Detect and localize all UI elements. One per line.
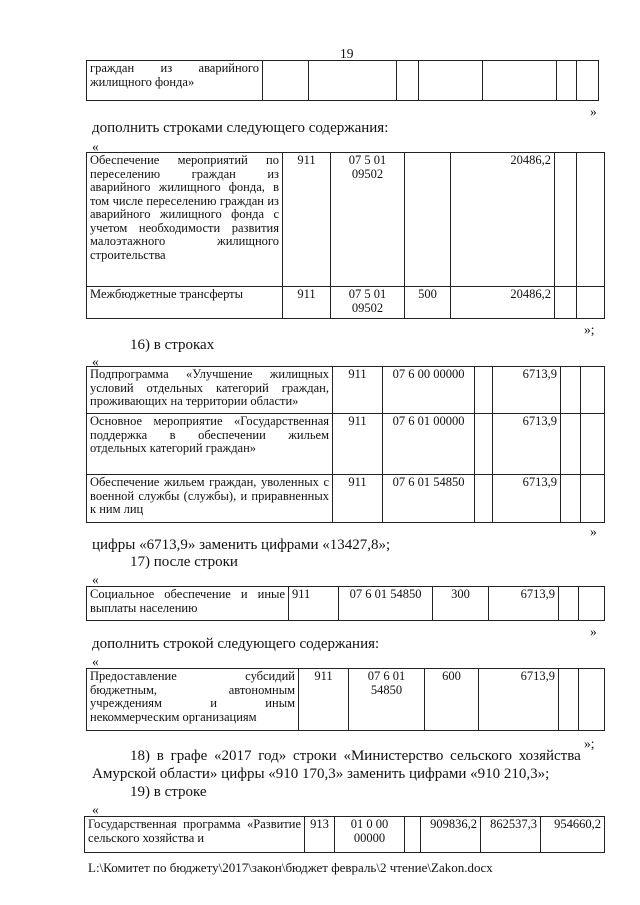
paragraph-replace: цифры «6713,9» заменить цифрами «13427,8»;	[92, 537, 391, 553]
table-row	[85, 817, 605, 853]
row-name: Предоставление субсидий бюджетным, автономным учреждениям и иным некоммерческим организациям	[87, 669, 299, 731]
row-sum-2018: 862537,3	[481, 817, 541, 853]
row-sum: 20486,2	[451, 287, 555, 319]
opening-quote: «	[92, 802, 99, 817]
row-sum: 6713,9	[493, 414, 561, 475]
row-name: Обеспечение мероприятий по переселению граждан из аварийного жилищного фонда, в том числе переселению граждан из аварийного жилищного фонда с учетом необходимости развития малоэтажного жилищного строительства	[87, 153, 283, 287]
row-name: Подпрограмма «Улучшение жилищных условий отдельных категорий граждан, проживающих на территории области»	[87, 367, 333, 414]
table-row	[87, 475, 605, 523]
row-sum: 6713,9	[489, 587, 559, 621]
closing-quote: »;	[584, 736, 595, 751]
row-name: Основное мероприятие «Государственная поддержка в обеспечении жильем отдельных категорий граждан»	[87, 414, 333, 475]
table-row	[87, 153, 605, 287]
row-code: 911	[289, 587, 339, 621]
item-19: 19) в строке	[130, 784, 207, 800]
paragraph-add-rows: дополнить строками следующего содержания:	[92, 120, 389, 136]
row-code: 913	[305, 817, 335, 853]
opening-quote: «	[92, 572, 99, 587]
closing-quote: »;	[584, 322, 595, 337]
table-added-row	[86, 668, 605, 731]
table-after-row	[86, 586, 605, 621]
row-sum: 6713,9	[479, 669, 559, 731]
row-code: 911	[333, 414, 383, 475]
row-name: Обеспечение жильем граждан, уволенных с военной службы (службы), и приравненных к ним лиц	[87, 475, 333, 523]
table-row	[87, 587, 605, 621]
row-kbk: 07 5 01 09502	[331, 287, 405, 319]
table-row-19	[84, 816, 605, 853]
row-kbk: 07 6 00 00000	[383, 367, 475, 414]
row-name: Социальное обеспечение и иные выплаты населению	[87, 587, 289, 621]
table-added-rows	[86, 152, 605, 319]
row-name: Государственная программа «Развитие сельского хозяйства и	[85, 817, 305, 853]
row-code: 911	[299, 669, 349, 731]
table-row	[87, 414, 605, 475]
row-code: 911	[333, 475, 383, 523]
page-number: 19	[340, 46, 354, 61]
row-vr: 600	[425, 669, 479, 731]
opening-quote: «	[92, 139, 99, 154]
row-sum-2017: 909836,2	[421, 817, 481, 853]
row-vr: 300	[433, 587, 489, 621]
row-sum: 6713,9	[493, 367, 561, 414]
row-sum: 20486,2	[451, 153, 555, 287]
row-code: 911	[283, 153, 331, 287]
row-kbk: 07 6 01 00000	[383, 414, 475, 475]
row-kbk: 07 6 01 54850	[383, 475, 475, 523]
row-vr	[405, 153, 451, 287]
row-kbk: 01 0 00 00000	[335, 817, 405, 853]
opening-quote: «	[92, 654, 99, 669]
paragraph-add-row: дополнить строкой следующего содержания:	[92, 636, 380, 652]
closing-quote: »	[590, 624, 597, 639]
item-16: 16) в строках	[130, 337, 215, 353]
row-kbk: 07 5 01 09502	[331, 153, 405, 287]
row-sum: 6713,9	[493, 475, 561, 523]
row-kbk: 07 6 01 54850	[349, 669, 425, 731]
table-row	[87, 287, 605, 319]
closing-quote: »	[590, 104, 597, 119]
table-continuation	[86, 60, 599, 101]
row-kbk: 07 6 01 54850	[339, 587, 433, 621]
opening-quote: «	[92, 354, 99, 369]
closing-quote: »	[590, 524, 597, 539]
row-name: Межбюджетные трансферты	[87, 287, 283, 319]
item-17: 17) после строки	[130, 554, 238, 570]
footer-file-path: L:\Комитет по бюджету\2017\закон\бюджет февраль\2 чтение\Zakon.docx	[88, 860, 493, 875]
table-row-name: граждан из аварийного жилищного фонда»	[87, 61, 263, 101]
item-18-line-2: Амурской области» цифры «910 170,3» заменить цифрами «910 210,3»;	[92, 766, 550, 782]
row-code: 911	[333, 367, 383, 414]
table-row	[87, 669, 605, 731]
row-sum-2019: 954660,2	[541, 817, 605, 853]
table-rows-16	[86, 366, 605, 523]
row-code: 911	[283, 287, 331, 319]
item-18-line-1: 18) в графе «2017 год» строки «Министерство сельского хозяйства	[130, 748, 581, 764]
row-vr: 500	[405, 287, 451, 319]
table-row	[87, 367, 605, 414]
